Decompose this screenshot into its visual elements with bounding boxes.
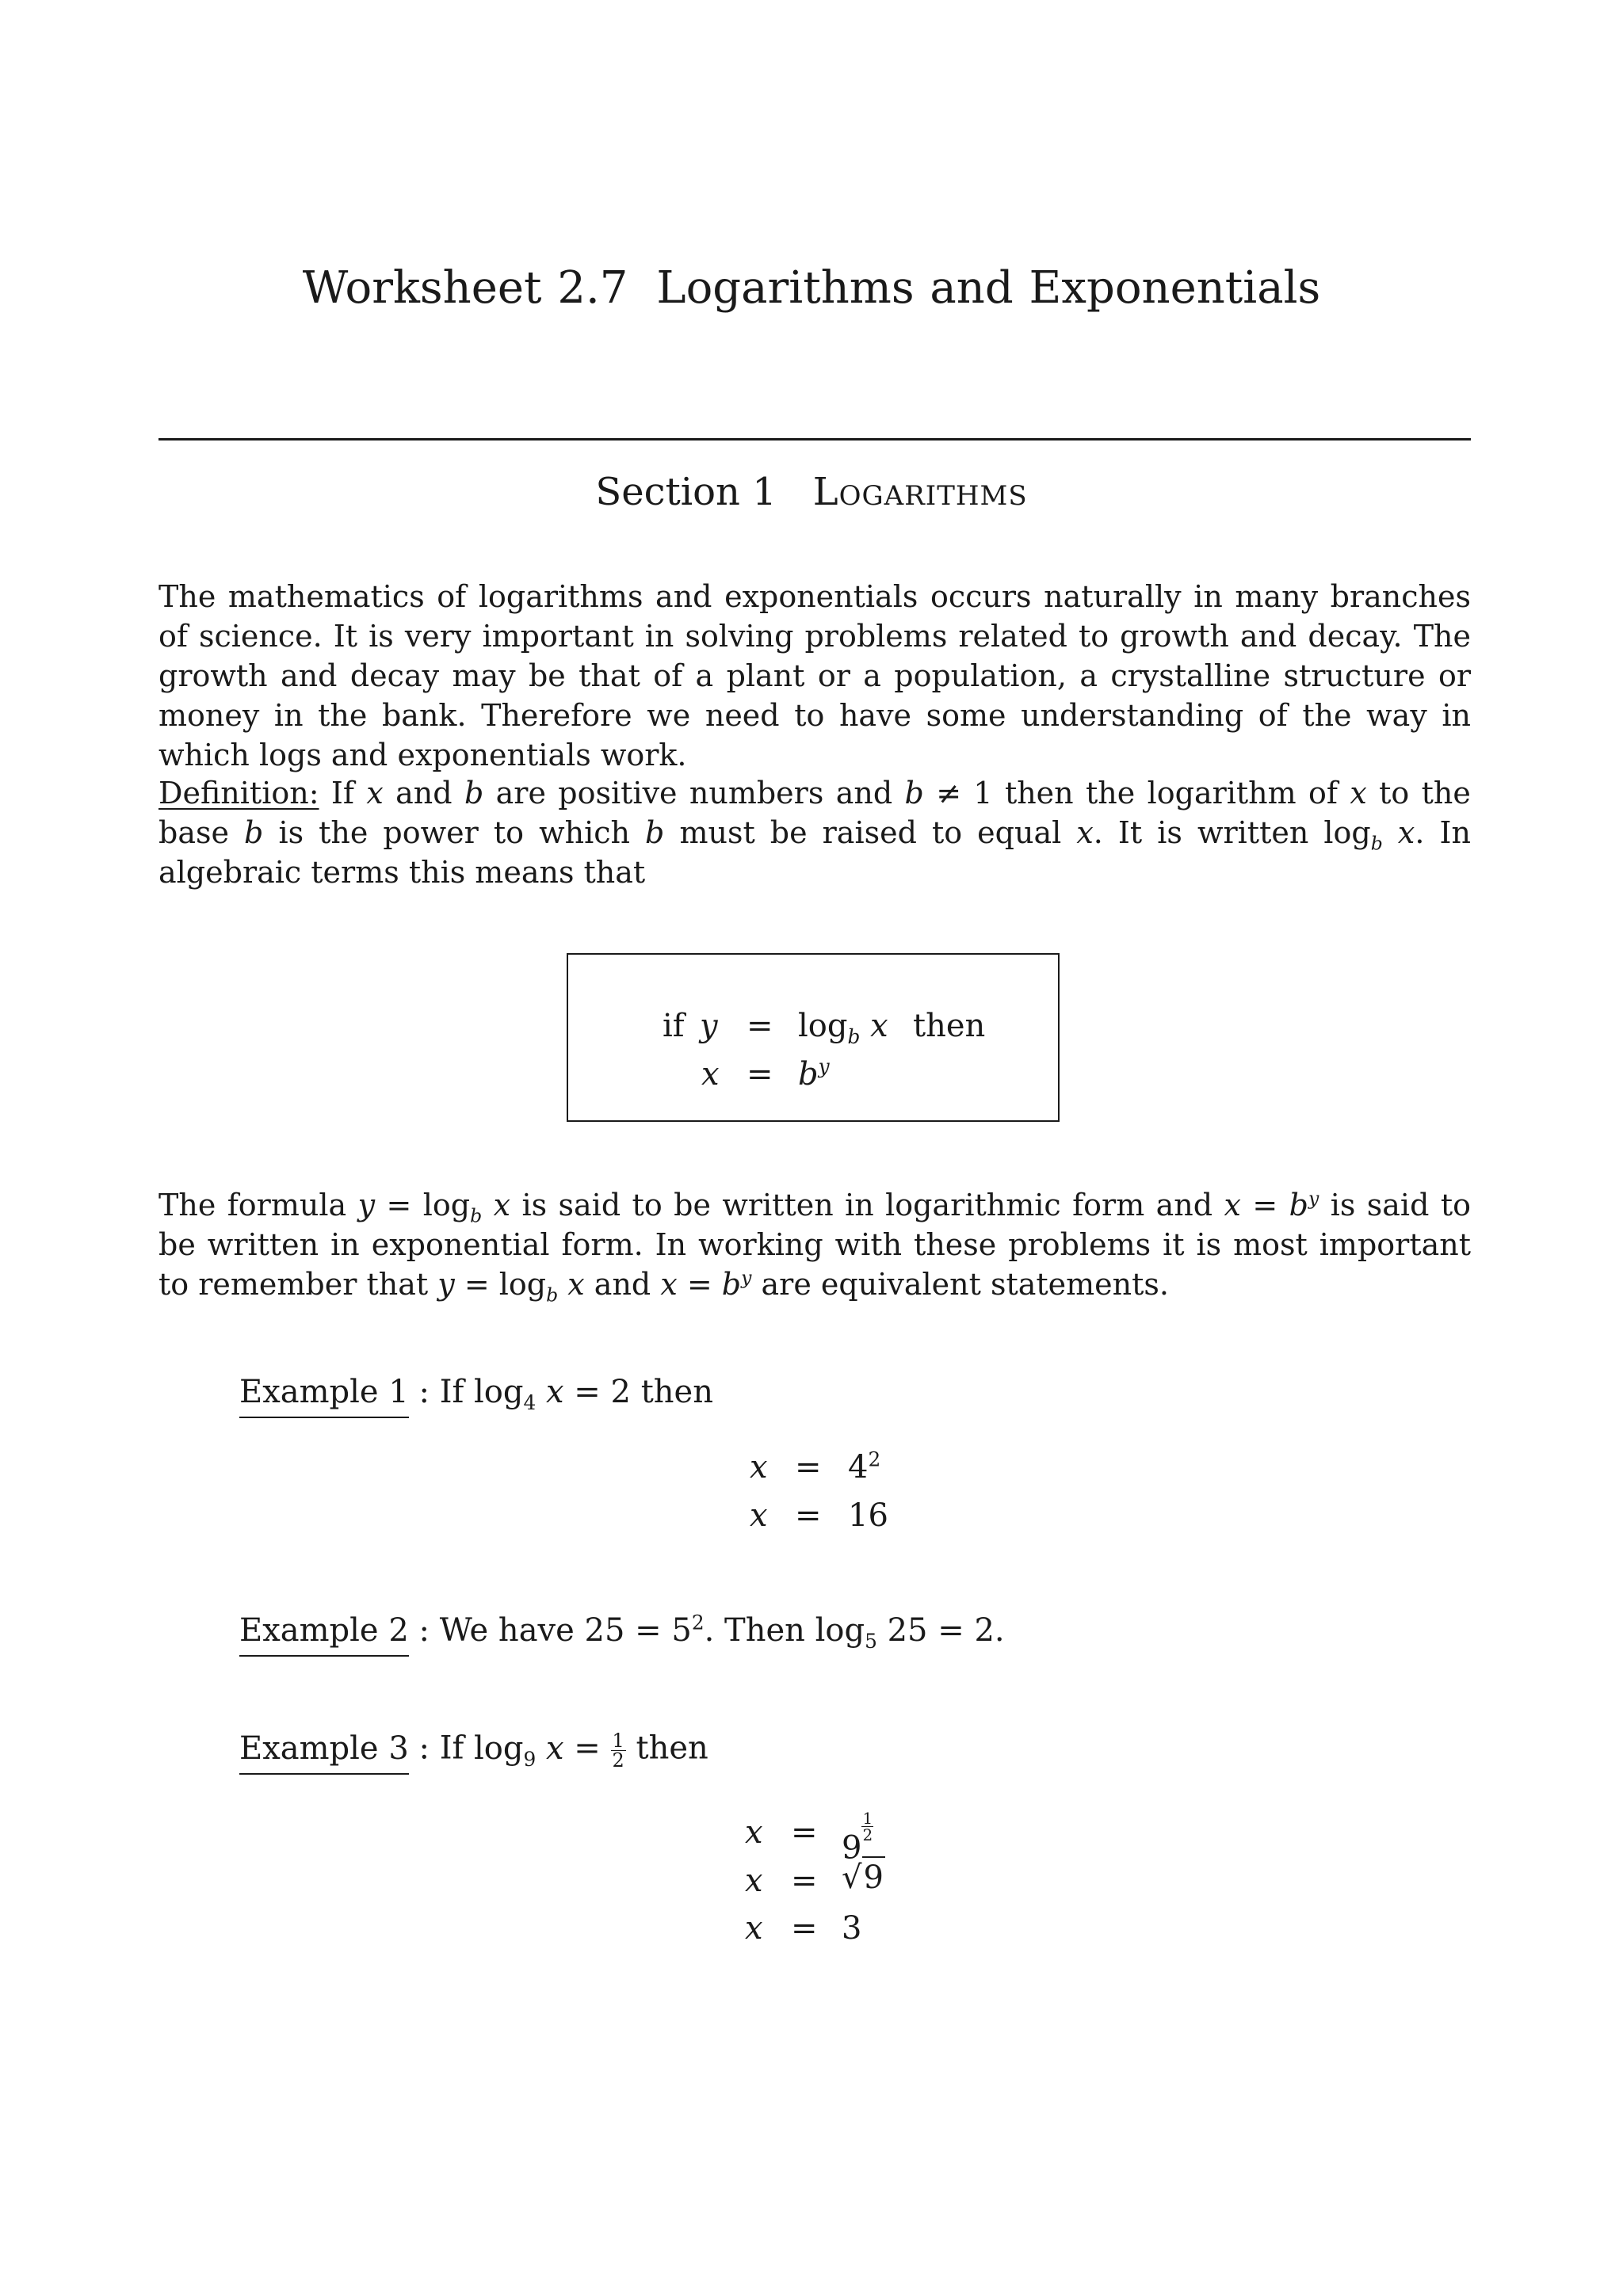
definition-paragraph bbox=[158, 773, 1471, 892]
formula-text: and bbox=[594, 1267, 651, 1302]
example-3: Example 3 : If $\log_9 x$ = $\frac{1}{2}$ then bbox=[239, 1731, 708, 1770]
ex1-step1-eq: = bbox=[795, 1449, 822, 1486]
math-x-eq-by: $x = b^y$ bbox=[1224, 1187, 1319, 1222]
box-if: if bbox=[663, 1008, 685, 1044]
section-number: Section 1 bbox=[595, 470, 777, 514]
ex1-step2-eq: = bbox=[795, 1497, 822, 1534]
ex3-step3-eq: = bbox=[791, 1910, 818, 1947]
formula-paragraph bbox=[158, 1185, 1471, 1304]
ex3-step3-rhs: 3 bbox=[842, 1910, 862, 1947]
section-heading bbox=[0, 467, 1623, 517]
math-var: b bbox=[244, 815, 264, 850]
math-y-eq-logbx: $y = \log_b x$ bbox=[357, 1188, 511, 1227]
box-row1-lhs: y bbox=[700, 1008, 718, 1044]
ex3-step1-lhs: x bbox=[745, 1814, 763, 1851]
example-3-label: Example 3 bbox=[239, 1730, 409, 1775]
def-text: and bbox=[395, 776, 453, 810]
example-text: If bbox=[439, 1730, 464, 1767]
fraction-one-half: $\frac{1}{2}$ bbox=[612, 1730, 624, 1772]
ex1-step1-rhs: $4^2$ bbox=[848, 1447, 881, 1486]
example-text: If bbox=[439, 1374, 464, 1410]
example-text: then bbox=[636, 1730, 708, 1767]
ex1-step2-lhs: x bbox=[750, 1497, 768, 1534]
math-b-neq-1: b ≠ 1 bbox=[904, 776, 993, 810]
math-x-eq-by: $x = b^y$ bbox=[660, 1266, 752, 1302]
example-3-log: $\log_9 x$ bbox=[474, 1730, 564, 1771]
math-log-b-x: $\log_b x$ bbox=[1323, 815, 1415, 855]
ex3-step1-rhs: 9 $\frac{1}{2}$ bbox=[842, 1809, 873, 1867]
math-var: b bbox=[645, 815, 665, 850]
def-text: is the power to which bbox=[278, 815, 630, 850]
worksheet-number: Worksheet 2.7 bbox=[302, 262, 628, 314]
def-text: . It is written bbox=[1093, 815, 1309, 850]
box-row1-rhs: $\log_b x$ bbox=[798, 1008, 888, 1048]
example-1-label: Example 1 bbox=[239, 1374, 409, 1418]
example-2: Example 2 : We have $25 = 5^2$. Then $\log_5 25 = 2$. bbox=[239, 1615, 1005, 1646]
ex3-step2-lhs: x bbox=[745, 1863, 763, 1899]
definition-label: Definition: bbox=[158, 776, 319, 810]
example-text: = 2 bbox=[574, 1374, 631, 1410]
example-2-text: We have $25 = 5^2$. Then $\log_5 25 = 2$. bbox=[439, 1611, 1005, 1653]
horizontal-rule bbox=[158, 438, 1471, 441]
box-then: then bbox=[913, 1008, 986, 1044]
ex3-step2-rhs: √9 bbox=[842, 1862, 885, 1894]
def-text: then the logarithm of bbox=[1004, 776, 1338, 810]
ex1-step2-rhs: 16 bbox=[848, 1497, 888, 1534]
def-text: If bbox=[330, 776, 354, 810]
math-y-eq-logbx: $y = \log_b x$ bbox=[437, 1267, 585, 1306]
box-row2-lhs: x bbox=[701, 1056, 720, 1093]
formula-text: The formula bbox=[158, 1188, 347, 1222]
ex3-step1-eq: = bbox=[791, 1814, 818, 1851]
box-row2-eq: = bbox=[747, 1056, 773, 1093]
ex3-step2-eq: = bbox=[791, 1863, 818, 1899]
def-text: to the base bbox=[158, 776, 1471, 850]
formula-text: are equivalent statements. bbox=[761, 1267, 1169, 1302]
ex1-step1-lhs: x bbox=[750, 1449, 768, 1486]
example-1: Example 1 : If $\log_4 x = 2$ then bbox=[239, 1376, 713, 1408]
math-var: x bbox=[1076, 815, 1094, 850]
math-var: x bbox=[1350, 776, 1367, 810]
math-var: b bbox=[464, 776, 484, 810]
intro-paragraph: The mathematics of logarithms and exponentials occurs naturally in many branches of science. It is very important in solving problems related to growth and decay. The growth and decay may be that of a plant or a population, a crystalline structure or money in the bank. Therefore we need to have some understanding of the way in which logs and exponentials work. bbox=[158, 579, 1471, 772]
section-name: Logarithms bbox=[812, 470, 1028, 514]
formula-text: is said to be written in exponential form. In working with these problems it is most important to remember that bbox=[158, 1188, 1471, 1302]
def-text: . In algebraic terms this means that bbox=[158, 815, 1471, 890]
example-2-label: Example 2 bbox=[239, 1612, 409, 1657]
box-row1-eq: = bbox=[747, 1008, 773, 1044]
page-title bbox=[0, 261, 1623, 315]
example-text: then bbox=[640, 1374, 713, 1410]
box-row2-rhs: $b^y$ bbox=[798, 1055, 830, 1093]
def-text: must be raised to equal bbox=[679, 815, 1062, 850]
example-1-log: $\log_4 x$ bbox=[474, 1374, 564, 1414]
formula-text: is said to be written in logarithmic form and bbox=[521, 1188, 1213, 1222]
ex3-step3-lhs: x bbox=[745, 1910, 763, 1947]
def-text: are positive numbers and bbox=[495, 776, 893, 810]
math-var: x bbox=[366, 776, 384, 810]
worksheet-title: Logarithms and Exponentials bbox=[656, 262, 1321, 314]
